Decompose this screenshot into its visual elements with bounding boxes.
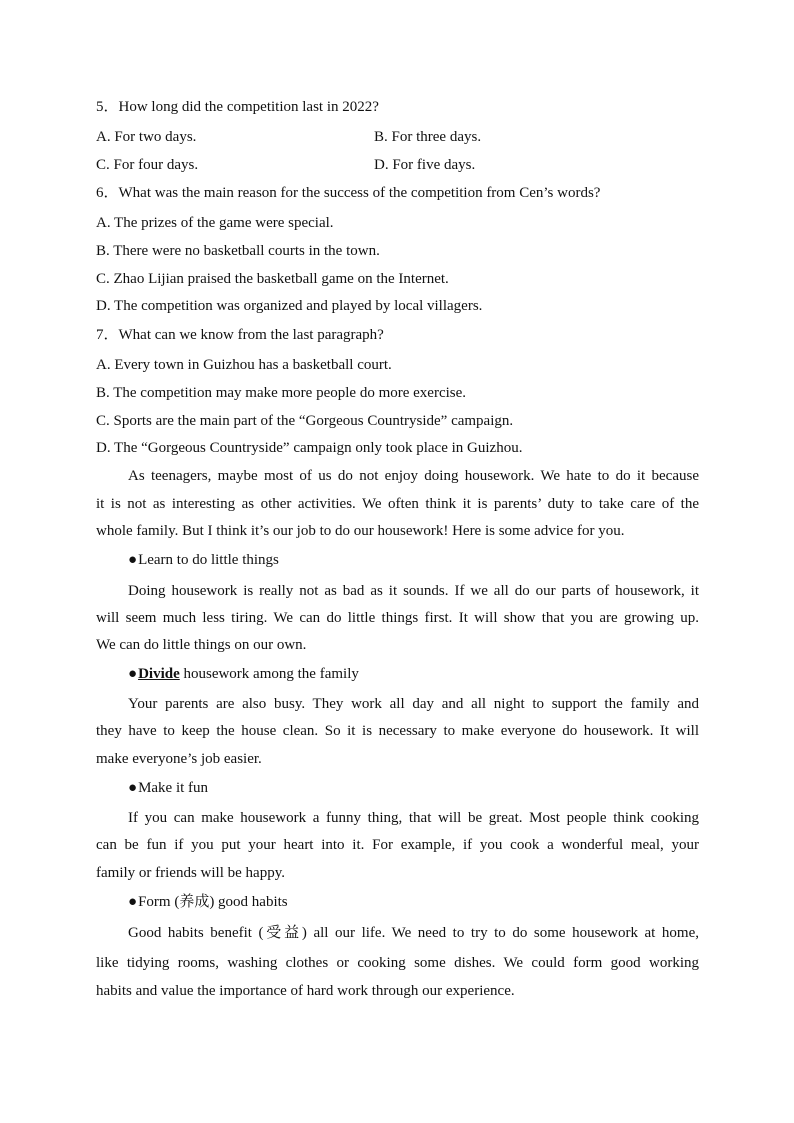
option-a: A. The prizes of the game were special.	[96, 215, 334, 231]
bullet-icon: ●	[128, 666, 138, 682]
section-heading-text: Make it fun	[138, 780, 209, 796]
passage-intro-line: As teenagers, maybe most of us do not enjoy doing housework. We hate to do it because	[128, 468, 699, 484]
section-line: If you can make housework a funny thing, that will be great. Most people think cooking	[128, 810, 699, 826]
question-number: 6．	[96, 185, 119, 201]
question-6	[96, 184, 600, 202]
option-a: A. For two days.	[96, 129, 197, 145]
question-number: 5．	[96, 99, 119, 115]
section-line: habits and value the importance of hard work through our experience.	[96, 983, 515, 999]
section-heading	[128, 551, 279, 569]
bullet-icon: ●	[128, 552, 138, 568]
question-text: How long did the competition last in 2022?	[118, 99, 379, 115]
option-c: C. Zhao Lijian praised the basketball game on the Internet.	[96, 271, 449, 287]
section-line: Good habits benefit (受益) all our life. We need to try to do some housework at home,	[128, 925, 699, 941]
option-c: C. For four days.	[96, 157, 199, 173]
section-line: Your parents are also busy. They work all day and all night to support the family and	[128, 696, 699, 712]
option-b: B. There were no basketball courts in the town.	[96, 243, 380, 259]
section-line: they have to keep the house clean. So it is necessary to make everyone do housework. It will	[96, 723, 699, 739]
option-b: B. The competition may make more people do more exercise.	[96, 385, 467, 401]
question-text: What can we know from the last paragraph?	[118, 327, 384, 343]
section-heading-text: Learn to do little things	[138, 552, 279, 568]
passage-intro-line: it is not as interesting as other activities. We often think it is parents’ duty to take care of the	[96, 496, 699, 512]
option-d: D. The competition was organized and played by local villagers.	[96, 298, 483, 314]
question-5	[96, 98, 379, 116]
section-heading-text: Form (养成) good habits	[138, 894, 288, 910]
option-c: C. Sports are the main part of the “Gorgeous Countryside” campaign.	[96, 413, 514, 429]
section-line: family or friends will be happy.	[96, 865, 285, 881]
section-line: Doing housework is really not as bad as it sounds. If we all do our parts of housework, it	[128, 583, 699, 599]
bullet-icon: ●	[128, 894, 138, 910]
section-heading	[128, 893, 288, 911]
section-heading-text: housework among the family	[179, 666, 359, 682]
section-line: We can do little things on our own.	[96, 637, 307, 653]
option-a: A. Every town in Guizhou has a basketball court.	[96, 357, 392, 373]
question-7	[96, 326, 384, 344]
option-d: D. The “Gorgeous Countryside” campaign only took place in Guizhou.	[96, 440, 523, 456]
section-line: make everyone’s job easier.	[96, 751, 262, 767]
section-line: will seem much less tiring. We can do little things first. It will show that you are growing up.	[96, 610, 699, 626]
passage-intro-line: whole family. But I think it’s our job to do our housework! Here is some advice for you.	[96, 523, 625, 539]
question-text: What was the main reason for the success of the competition from Cen’s words?	[118, 185, 601, 201]
section-heading	[128, 779, 208, 797]
section-heading	[128, 665, 359, 683]
bullet-icon: ●	[128, 780, 138, 796]
keyword-divide: Divide	[138, 666, 180, 682]
section-line: like tidying rooms, washing clothes or cooking some dishes. We could form good working	[96, 955, 699, 971]
option-d: D. For five days.	[374, 157, 476, 173]
question-number: 7．	[96, 327, 119, 343]
option-b: B. For three days.	[374, 129, 482, 145]
section-line: can be fun if you put your heart into it. For example, if you cook a wonderful meal, your	[96, 837, 699, 853]
